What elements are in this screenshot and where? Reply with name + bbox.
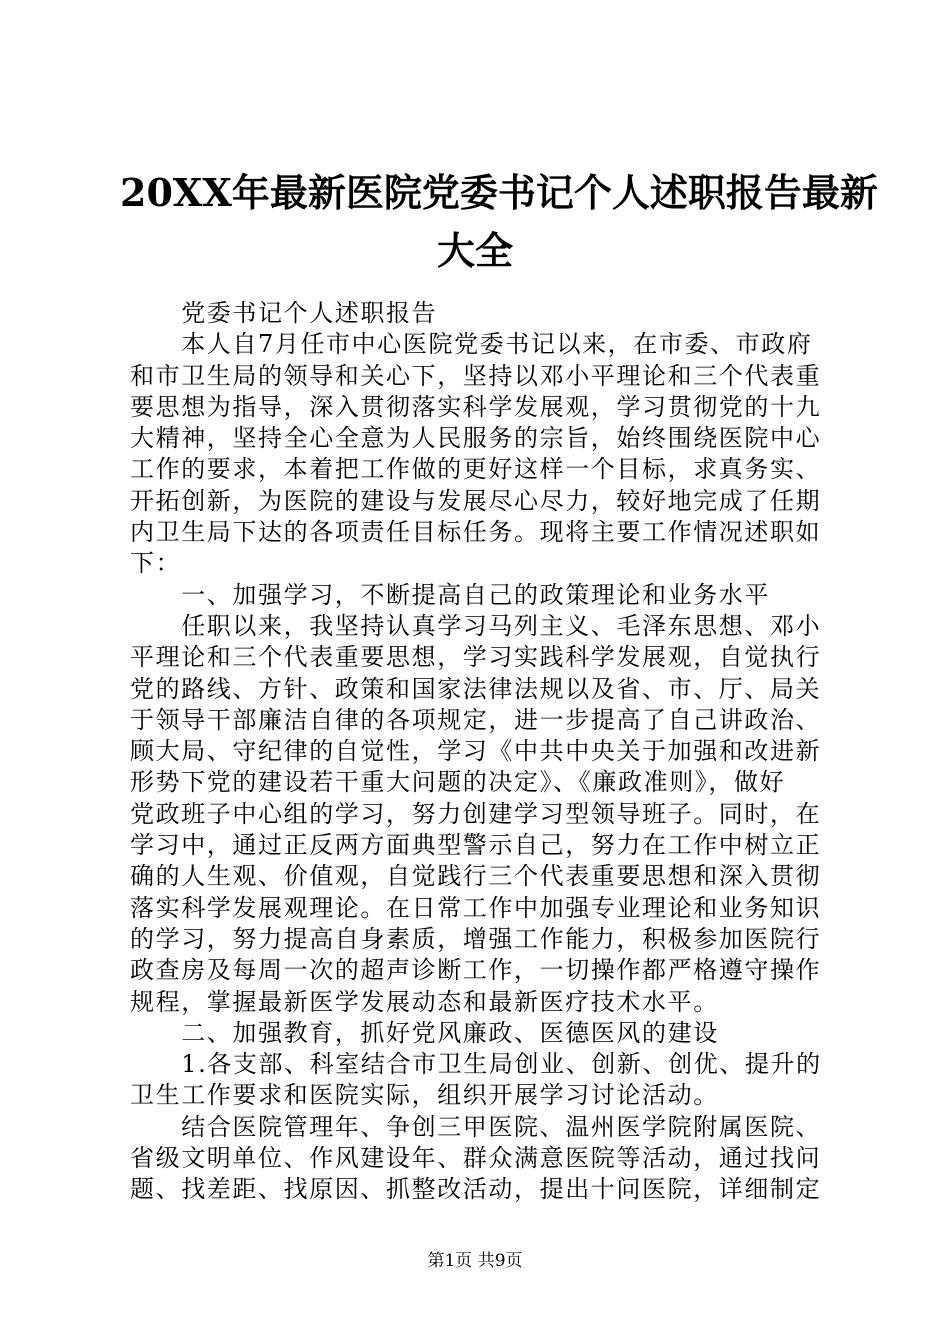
body-text-line: 题、找差距、找原因、抓整改活动，提出十问医院，详细制定 xyxy=(130,1175,822,1204)
page-footer: 第1页 共9页 xyxy=(427,1251,523,1271)
body-text-line: 省级文明单位、作风建设年、群众满意医院等活动，通过找问 xyxy=(130,1144,822,1173)
body-text-line: 结合医院管理年、争创三甲医院、温州医学院附属医院、 xyxy=(130,1112,822,1141)
body-text-line: 落实科学发展观理论。在日常工作中加强专业理论和业务知识 xyxy=(130,893,822,922)
body-text-line: 形势下党的建设若干重大问题的决定》、《廉政准则》，做好 xyxy=(130,768,786,797)
body-text-line: 的学习，努力提高自身素质，增强工作能力，积极参加医院行 xyxy=(130,924,822,953)
document-body xyxy=(130,298,830,1206)
body-text-line: 内卫生局下达的各项责任目标任务。现将主要工作情况述职如 xyxy=(130,518,822,547)
body-text-line: 规程，掌握最新医学发展动态和最新医疗技术水平。 xyxy=(130,987,719,1016)
body-text-line: 任职以来，我坚持认真学习马列主义、毛泽东思想、邓小 xyxy=(130,611,822,640)
body-text-line: 本人自7月任市中心医院党委书记以来，在市委、市政府 xyxy=(130,330,813,359)
body-text-line: 平理论和三个代表重要思想，学习实践科学发展观，自觉执行 xyxy=(130,643,822,672)
body-text-line: 卫生工作要求和医院实际，组织开展学习讨论活动。 xyxy=(130,1081,719,1110)
body-text-line: 党的路线、方针、政策和国家法律法规以及省、市、厅、局关 xyxy=(130,674,822,703)
body-text-line: 党委书记个人述职报告 xyxy=(130,299,438,327)
body-text-line: 党政班子中心组的学习，努力创建学习型领导班子。同时，在 xyxy=(130,799,822,828)
body-text-line: 和市卫生局的领导和关心下，坚持以邓小平理论和三个代表重 xyxy=(130,361,822,390)
body-text-line: 于领导干部廉洁自律的各项规定，进一步提高了自己讲政治、 xyxy=(130,705,822,734)
body-text-line: 确的人生观、价值观，自觉践行三个代表重要思想和深入贯彻 xyxy=(130,862,822,891)
body-text-line: 学习中，通过正反两方面典型警示自己，努力在工作中树立正 xyxy=(130,831,822,860)
body-text-line: 政查房及每周一次的超声诊断工作，一切操作都严格遵守操作 xyxy=(130,956,822,985)
body-text-line: 大精神，坚持全心全意为人民服务的宗旨，始终围绕医院中心 xyxy=(130,424,822,453)
document-title-line-1: 20XX年最新医院党委书记个人述职报告最新 xyxy=(120,170,878,215)
body-text-line: 要思想为指导，深入贯彻落实科学发展观，学习贯彻党的十九 xyxy=(130,392,822,421)
body-text-line: 一、加强学习，不断提高自己的政策理论和业务水平 xyxy=(130,580,770,609)
document-title-line-2: 大全 xyxy=(436,228,513,273)
body-text-line: 下： xyxy=(130,549,182,578)
body-text-line: 顾大局、守纪律的自觉性，学习《中共中央关于加强和改进新 xyxy=(130,737,822,766)
body-text-line: 开拓创新，为医院的建设与发展尽心尽力，较好地完成了任期 xyxy=(130,486,822,515)
body-text-line: 工作的要求，本着把工作做的更好这样一个目标，求真务实、 xyxy=(130,455,822,484)
body-text-line: 1.各支部、科室结合市卫生局创业、创新、创优、提升的 xyxy=(130,1050,822,1079)
body-text-line: 二、加强教育，抓好党风廉政、医德医风的建设 xyxy=(130,1018,719,1047)
